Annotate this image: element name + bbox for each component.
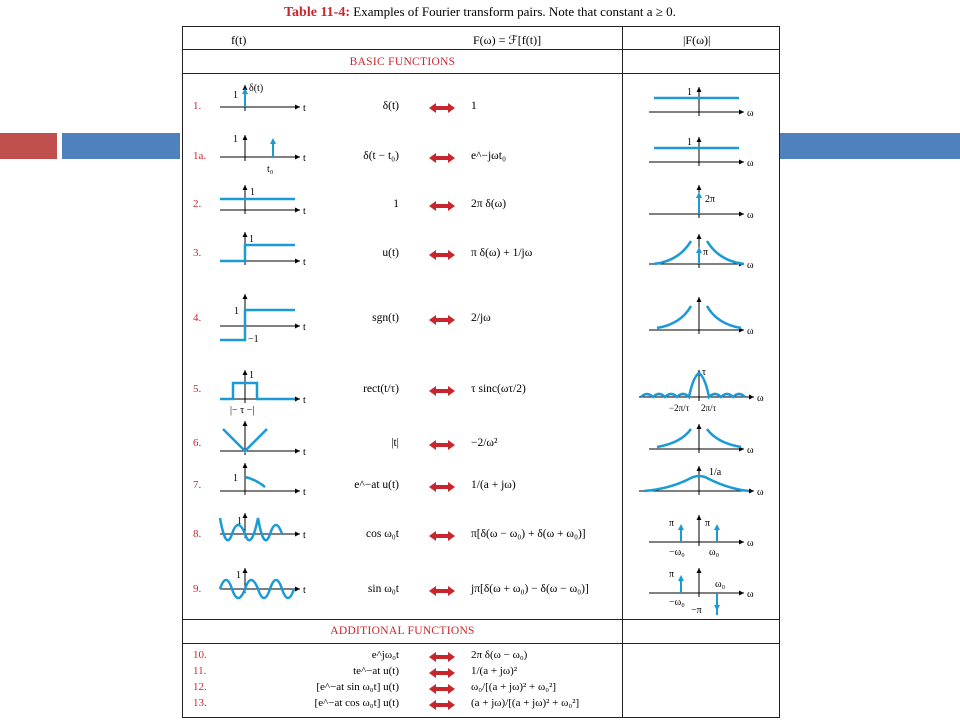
graph-label-tau-span: |− τ −| — [230, 405, 255, 416]
exp-decay-line — [245, 477, 265, 487]
row-number: 8. — [193, 528, 202, 540]
graph-label-one: 1 — [234, 306, 239, 317]
time-domain-graph — [215, 294, 305, 344]
x-axis-arrow — [295, 105, 300, 110]
graph-label-one: 1 — [233, 473, 238, 484]
accent-band-red — [0, 133, 57, 159]
graph-label-delta: δ(t) — [249, 83, 264, 94]
double-arrow-shape — [429, 153, 455, 163]
double-arrow-icon — [429, 386, 455, 396]
y-axis-arrow — [243, 232, 248, 237]
time-function: sin ω₀t — [367, 583, 399, 595]
x-axis-arrow — [295, 587, 300, 592]
time-function: u(t) — [382, 247, 399, 259]
double-arrow-shape — [429, 103, 455, 113]
fourier-transform: 2π δ(ω) — [471, 197, 507, 210]
impulse-arrow — [696, 247, 702, 253]
magnitude-spectrum-graph — [629, 565, 769, 615]
step-line — [220, 245, 295, 261]
double-arrow-icon — [429, 440, 455, 450]
cosine-wave — [220, 518, 282, 540]
double-arrow-icon — [429, 482, 455, 492]
fourier-transform: 1/(a + jω)² — [471, 665, 518, 677]
double-arrow-icon — [429, 103, 455, 113]
x-axis-arrow — [739, 540, 744, 545]
row-number: 13. — [193, 697, 207, 709]
header-mag: |F(ω)| — [683, 33, 711, 47]
double-arrow-shape — [429, 482, 455, 492]
section-divider — [183, 619, 779, 620]
lorentzian-curve — [644, 476, 749, 491]
axis-label-t: t — [303, 447, 306, 458]
y-axis-arrow — [697, 137, 702, 142]
double-arrow-shape — [429, 684, 455, 694]
x-axis-arrow — [749, 395, 754, 400]
magnitude-spectrum-graph — [629, 294, 769, 344]
x-axis-arrow — [295, 259, 300, 264]
y-axis-arrow — [697, 568, 702, 573]
table-caption — [284, 4, 676, 21]
axis-label-t: t — [303, 322, 306, 333]
axis-label-omega: ω — [757, 393, 764, 404]
axis-label-omega: ω — [757, 487, 764, 498]
x-axis-arrow — [739, 591, 744, 596]
time-domain-graph — [215, 132, 305, 182]
graph-label-pi: π — [703, 247, 709, 258]
double-arrow-shape — [429, 386, 455, 396]
row-number: 1. — [193, 100, 202, 112]
fourier-transform: jπ[δ(ω + ω₀) − δ(ω − ω₀)] — [471, 583, 589, 595]
axis-label-omega: ω — [747, 589, 754, 600]
graph-label-one: 1 — [249, 234, 254, 245]
header-ft: f(t) — [231, 33, 247, 47]
double-arrow-icon — [429, 586, 455, 596]
time-function: te^−at u(t) — [353, 665, 399, 677]
time-domain-graph — [215, 565, 305, 615]
row-number: 6. — [193, 437, 202, 449]
table-caption-label: Table 11-4: — [284, 5, 350, 20]
accent-band-blue-left — [62, 133, 180, 159]
axis-label-t: t — [303, 395, 306, 406]
y-axis-arrow — [697, 234, 702, 239]
time-function: [e^−at sin ω₀t] u(t) — [316, 681, 399, 693]
graph-label-pi: π — [705, 518, 711, 529]
double-arrow-icon — [429, 700, 455, 710]
section-basic: BASIC FUNCTIONS — [349, 56, 456, 68]
column-divider — [622, 27, 623, 717]
y-axis-arrow — [243, 135, 248, 140]
time-function: e^jω₀t — [371, 649, 399, 661]
magnitude-spectrum-graph — [629, 180, 769, 230]
time-function: 1 — [393, 197, 399, 210]
accent-band-blue-right — [778, 133, 960, 159]
double-arrow-shape — [429, 531, 455, 541]
impulse-arrow — [696, 192, 702, 198]
row-number: 1a. — [193, 150, 207, 162]
fourier-transform: −2/ω² — [471, 437, 498, 449]
double-arrow-icon — [429, 153, 455, 163]
fourier-table — [182, 26, 780, 718]
y-axis-arrow — [697, 297, 702, 302]
axis-label-t: t — [303, 205, 306, 217]
y-axis-arrow — [697, 185, 702, 190]
x-axis-arrow — [739, 211, 744, 216]
time-domain-graph — [215, 510, 305, 560]
graph-label-neg-one: −1 — [248, 334, 259, 345]
graph-label-one: 1 — [249, 370, 254, 381]
fourier-transform: 2/jω — [471, 312, 491, 324]
x-axis-arrow — [749, 489, 754, 494]
fourier-transform: (a + jω)/[(a + jω)² + ω₀²] — [471, 697, 580, 709]
axis-label-t: t — [303, 530, 306, 541]
double-arrow-shape — [429, 440, 455, 450]
graph-label-neg-2pi-tau: −2π/τ — [669, 403, 690, 413]
double-arrow-shape — [429, 700, 455, 710]
curve-left — [657, 306, 691, 328]
magnitude-spectrum-graph — [629, 82, 769, 132]
x-axis-arrow — [739, 160, 744, 165]
y-axis-arrow — [243, 568, 248, 573]
impulse-arrow — [270, 138, 276, 144]
time-function: |t| — [391, 437, 399, 449]
section-additional: ADDITIONAL FUNCTIONS — [330, 625, 475, 637]
double-arrow-icon — [429, 315, 455, 325]
curve-left — [657, 429, 691, 447]
row-number: 2. — [193, 197, 202, 210]
graph-label-pi: π — [669, 518, 675, 529]
graph-label-neg-w0: −ω₀ — [669, 547, 685, 558]
time-domain-graph — [215, 229, 305, 279]
magnitude-spectrum-graph — [629, 461, 769, 511]
graph-label-one-over-a: 1/a — [709, 467, 722, 478]
y-axis-arrow — [243, 513, 248, 518]
fourier-transform: 1/(a + jω) — [471, 479, 516, 491]
graph-label-pos-2pi-tau: 2π/τ — [701, 403, 717, 413]
row-number: 4. — [193, 312, 202, 324]
axis-label-omega: ω — [747, 538, 754, 549]
y-axis-arrow — [697, 466, 702, 471]
row-number: 10. — [193, 649, 207, 661]
double-arrow-icon — [429, 250, 455, 260]
sinc-curve — [641, 373, 745, 397]
axis-label-t: t — [303, 103, 306, 114]
axis-label-omega: ω — [747, 108, 754, 119]
double-arrow-shape — [429, 668, 455, 678]
y-axis-arrow — [243, 185, 248, 190]
graph-label-one: 1 — [237, 516, 242, 527]
axis-label-omega: ω — [747, 158, 754, 169]
fourier-transform: π δ(ω) + 1/jω — [471, 247, 533, 259]
double-arrow-icon — [429, 668, 455, 678]
impulse-arrow — [714, 605, 720, 611]
row-number: 3. — [193, 247, 202, 259]
time-function: cos ω₀t — [366, 528, 399, 540]
axis-label-t: t — [303, 257, 306, 268]
y-axis-arrow — [697, 424, 702, 429]
impulse-arrow — [678, 575, 684, 581]
double-arrow-icon — [429, 201, 455, 211]
axis-label-omega: ω — [747, 209, 754, 221]
graph-label-one: 1 — [687, 87, 692, 98]
sine-wave — [220, 580, 294, 598]
magnitude-spectrum-graph — [629, 510, 769, 560]
row-number: 5. — [193, 383, 202, 395]
double-arrow-icon — [429, 531, 455, 541]
time-domain-graph — [215, 180, 305, 230]
axis-label-omega: ω — [747, 445, 754, 456]
y-axis-arrow — [697, 87, 702, 92]
impulse-arrow — [242, 88, 248, 94]
time-function: δ(t) — [382, 100, 399, 112]
graph-label-one: 1 — [236, 570, 241, 581]
curve-right — [707, 241, 744, 264]
double-arrow-icon — [429, 684, 455, 694]
curve-left — [654, 241, 691, 264]
x-axis-arrow — [295, 489, 300, 494]
magnitude-spectrum-graph — [629, 229, 769, 279]
double-arrow-shape — [429, 586, 455, 596]
graph-label-pi: π — [669, 569, 675, 580]
double-arrow-shape — [429, 250, 455, 260]
fourier-transform: 1 — [471, 100, 477, 112]
fourier-transform: π[δ(ω − ω₀) + δ(ω + ω₀)] — [471, 528, 586, 540]
x-axis-arrow — [739, 110, 744, 115]
curve-right — [707, 429, 741, 447]
time-function: sgn(t) — [372, 312, 399, 324]
y-axis-arrow — [243, 294, 248, 299]
time-domain-graph — [215, 365, 305, 415]
header-divider — [183, 49, 779, 50]
impulse-arrow — [714, 524, 720, 530]
y-axis-arrow — [243, 463, 248, 468]
graph-label-neg-pi: −π — [691, 605, 702, 616]
axis-label-t: t — [303, 487, 306, 498]
graph-label-two-pi: 2π — [705, 193, 716, 205]
time-domain-graph — [215, 461, 305, 511]
row-number: 7. — [193, 479, 202, 491]
x-axis-arrow — [295, 155, 300, 160]
x-axis-arrow — [295, 449, 300, 454]
graph-label-w0: ω₀ — [709, 547, 720, 558]
table-caption-text: Examples of Fourier transform pairs. Note that constant a ≥ 0. — [353, 4, 676, 19]
double-arrow-shape — [429, 315, 455, 325]
x-axis-arrow — [295, 207, 300, 212]
header-fw: F(ω) = ℱ[f(t)] — [473, 33, 542, 47]
x-axis-arrow — [295, 532, 300, 537]
time-function: e^−at u(t) — [354, 479, 399, 491]
fourier-transform: 2π δ(ω − ω₀) — [471, 649, 528, 661]
graph-label-one: 1 — [250, 186, 255, 198]
y-axis-arrow — [243, 370, 248, 375]
section-divider — [183, 73, 779, 74]
graph-label-t0: t₀ — [267, 164, 274, 175]
x-axis-arrow — [295, 324, 300, 329]
graph-label-tau: τ — [702, 367, 707, 378]
row-number: 11. — [193, 665, 207, 677]
axis-label-t: t — [303, 585, 306, 596]
row-number: 12. — [193, 681, 207, 693]
rect-line — [220, 383, 295, 399]
x-axis-arrow — [295, 397, 300, 402]
fourier-transform: ω₀/[(a + jω)² + ω₀²] — [471, 681, 557, 693]
y-axis-arrow — [243, 421, 248, 426]
graph-label-neg-w0: −ω₀ — [669, 597, 685, 608]
y-axis-arrow — [697, 515, 702, 520]
curve-right — [707, 306, 741, 328]
section-divider — [183, 643, 779, 644]
time-function: [e^−at cos ω₀t] u(t) — [314, 697, 399, 709]
impulse-arrow — [678, 524, 684, 530]
time-function: rect(t/τ) — [363, 383, 399, 395]
time-function: δ(t − t₀) — [363, 150, 399, 162]
double-arrow-shape — [429, 652, 455, 662]
magnitude-spectrum-graph — [629, 365, 769, 415]
graph-label-w0: ω₀ — [715, 579, 726, 590]
row-number: 9. — [193, 583, 202, 595]
fourier-transform: τ sinc(ωτ/2) — [471, 383, 526, 395]
graph-label-one: 1 — [687, 137, 692, 148]
time-domain-graph — [215, 82, 305, 132]
graph-label-one: 1 — [233, 90, 238, 101]
magnitude-spectrum-graph — [629, 132, 769, 182]
double-arrow-shape — [429, 201, 455, 211]
fourier-transform: e^−jωt₀ — [471, 150, 506, 162]
axis-label-omega: ω — [747, 326, 754, 337]
axis-label-t: t — [303, 153, 306, 164]
axis-label-omega: ω — [747, 260, 754, 271]
graph-label-one: 1 — [233, 134, 238, 145]
double-arrow-icon — [429, 652, 455, 662]
